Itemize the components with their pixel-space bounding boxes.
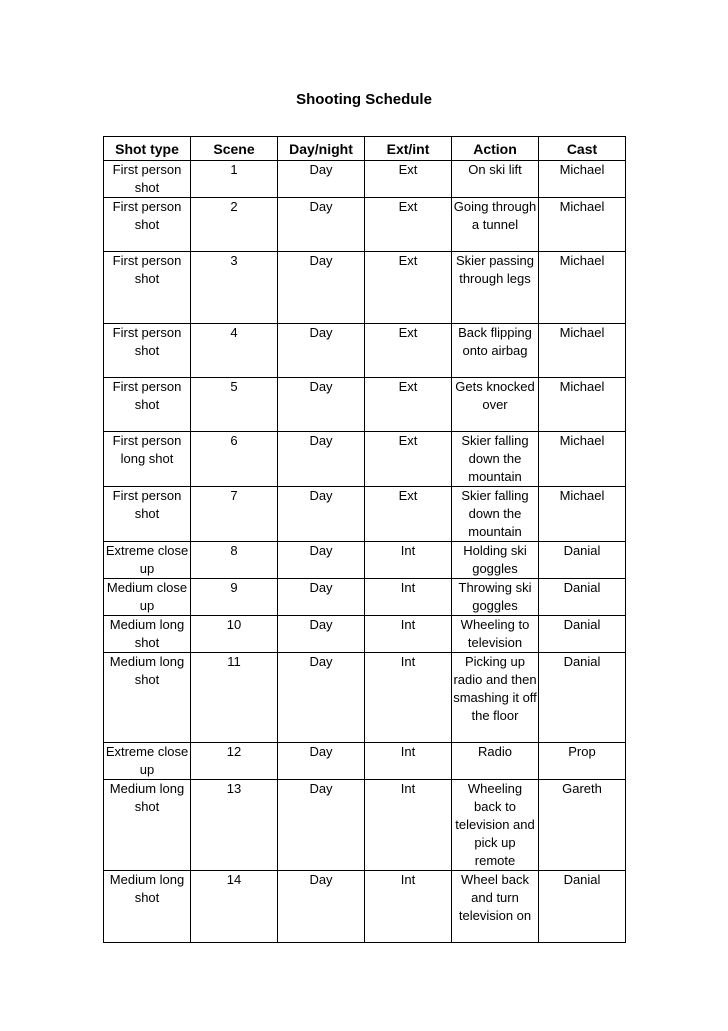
action-cell: On ski lift xyxy=(452,161,539,198)
action-cell: Throwing ski goggles xyxy=(452,579,539,616)
action-cell: Wheel back and turn television on xyxy=(452,871,539,943)
cast-cell: Danial xyxy=(539,616,626,653)
ext-int-cell: Int xyxy=(365,871,452,943)
shot-type-cell: Medium long shot xyxy=(104,653,191,743)
shot-type-cell: Medium long shot xyxy=(104,780,191,871)
day-night-cell: Day xyxy=(278,579,365,616)
shot-type-cell: First person shot xyxy=(104,161,191,198)
ext-int-cell: Ext xyxy=(365,161,452,198)
action-cell: Back flipping onto airbag xyxy=(452,324,539,378)
table-row xyxy=(104,198,626,252)
action-cell: Wheeling back to television and pick up remote xyxy=(452,780,539,871)
day-night-cell: Day xyxy=(278,487,365,542)
shot-type-cell: First person shot xyxy=(104,324,191,378)
cast-cell: Danial xyxy=(539,653,626,743)
shot-type-cell: Medium long shot xyxy=(104,871,191,943)
day-night-cell: Day xyxy=(278,378,365,432)
shot-type-cell: Medium close up xyxy=(104,579,191,616)
day-night-cell: Day xyxy=(278,252,365,324)
action-cell: Skier falling down the mountain xyxy=(452,432,539,487)
cast-cell: Prop xyxy=(539,743,626,780)
action-cell: Skier falling down the mountain xyxy=(452,487,539,542)
day-night-cell: Day xyxy=(278,653,365,743)
table-row xyxy=(104,780,626,871)
ext-int-cell: Int xyxy=(365,579,452,616)
scene-cell: 10 xyxy=(191,616,278,653)
cast-cell: Gareth xyxy=(539,780,626,871)
scene-cell: 3 xyxy=(191,252,278,324)
header-row xyxy=(104,137,626,161)
action-cell: Wheeling to television xyxy=(452,616,539,653)
ext-int-cell: Int xyxy=(365,780,452,871)
ext-int-cell: Ext xyxy=(365,432,452,487)
ext-int-cell: Ext xyxy=(365,378,452,432)
scene-cell: 2 xyxy=(191,198,278,252)
ext-int-cell: Ext xyxy=(365,198,452,252)
action-cell: Picking up radio and then smashing it off the floor xyxy=(452,653,539,743)
table-row xyxy=(104,432,626,487)
header-action: Action xyxy=(452,137,539,161)
day-night-cell: Day xyxy=(278,542,365,579)
cast-cell: Danial xyxy=(539,542,626,579)
scene-cell: 8 xyxy=(191,542,278,579)
table-row xyxy=(104,161,626,198)
shot-type-cell: First person shot xyxy=(104,378,191,432)
shot-type-cell: First person shot xyxy=(104,487,191,542)
cast-cell: Michael xyxy=(539,487,626,542)
shot-type-cell: Extreme close up xyxy=(104,743,191,780)
cast-cell: Danial xyxy=(539,871,626,943)
cast-cell: Danial xyxy=(539,579,626,616)
day-night-cell: Day xyxy=(278,780,365,871)
scene-cell: 12 xyxy=(191,743,278,780)
scene-cell: 14 xyxy=(191,871,278,943)
ext-int-cell: Int xyxy=(365,653,452,743)
scene-cell: 6 xyxy=(191,432,278,487)
ext-int-cell: Ext xyxy=(365,252,452,324)
ext-int-cell: Int xyxy=(365,616,452,653)
table-row xyxy=(104,324,626,378)
cast-cell: Michael xyxy=(539,378,626,432)
shot-type-cell: First person shot xyxy=(104,198,191,252)
action-cell: Holding ski goggles xyxy=(452,542,539,579)
cast-cell: Michael xyxy=(539,198,626,252)
table-row xyxy=(104,871,626,943)
ext-int-cell: Ext xyxy=(365,324,452,378)
cast-cell: Michael xyxy=(539,324,626,378)
day-night-cell: Day xyxy=(278,161,365,198)
scene-cell: 9 xyxy=(191,579,278,616)
header-scene: Scene xyxy=(191,137,278,161)
shot-type-cell: First person shot xyxy=(104,252,191,324)
ext-int-cell: Int xyxy=(365,743,452,780)
action-cell: Going through a tunnel xyxy=(452,198,539,252)
ext-int-cell: Ext xyxy=(365,487,452,542)
header-cast: Cast xyxy=(539,137,626,161)
scene-cell: 1 xyxy=(191,161,278,198)
header-day-night: Day/night xyxy=(278,137,365,161)
day-night-cell: Day xyxy=(278,871,365,943)
ext-int-cell: Int xyxy=(365,542,452,579)
scene-cell: 11 xyxy=(191,653,278,743)
table-row xyxy=(104,579,626,616)
table-row xyxy=(104,487,626,542)
table-row xyxy=(104,378,626,432)
shooting-schedule-table xyxy=(103,136,626,943)
day-night-cell: Day xyxy=(278,324,365,378)
scene-cell: 13 xyxy=(191,780,278,871)
action-cell: Radio xyxy=(452,743,539,780)
action-cell: Gets knocked over xyxy=(452,378,539,432)
cast-cell: Michael xyxy=(539,432,626,487)
table-row xyxy=(104,616,626,653)
cast-cell: Michael xyxy=(539,252,626,324)
day-night-cell: Day xyxy=(278,616,365,653)
day-night-cell: Day xyxy=(278,432,365,487)
scene-cell: 4 xyxy=(191,324,278,378)
cast-cell: Michael xyxy=(539,161,626,198)
action-cell: Skier passing through legs xyxy=(452,252,539,324)
table-row xyxy=(104,542,626,579)
table-row xyxy=(104,653,626,743)
header-shot-type: Shot type xyxy=(104,137,191,161)
scene-cell: 7 xyxy=(191,487,278,542)
header-ext-int: Ext/int xyxy=(365,137,452,161)
day-night-cell: Day xyxy=(278,198,365,252)
shot-type-cell: First person long shot xyxy=(104,432,191,487)
shot-type-cell: Medium long shot xyxy=(104,616,191,653)
page-title: Shooting Schedule xyxy=(296,91,432,108)
scene-cell: 5 xyxy=(191,378,278,432)
table-row xyxy=(104,743,626,780)
table-row xyxy=(104,252,626,324)
day-night-cell: Day xyxy=(278,743,365,780)
shot-type-cell: Extreme close up xyxy=(104,542,191,579)
